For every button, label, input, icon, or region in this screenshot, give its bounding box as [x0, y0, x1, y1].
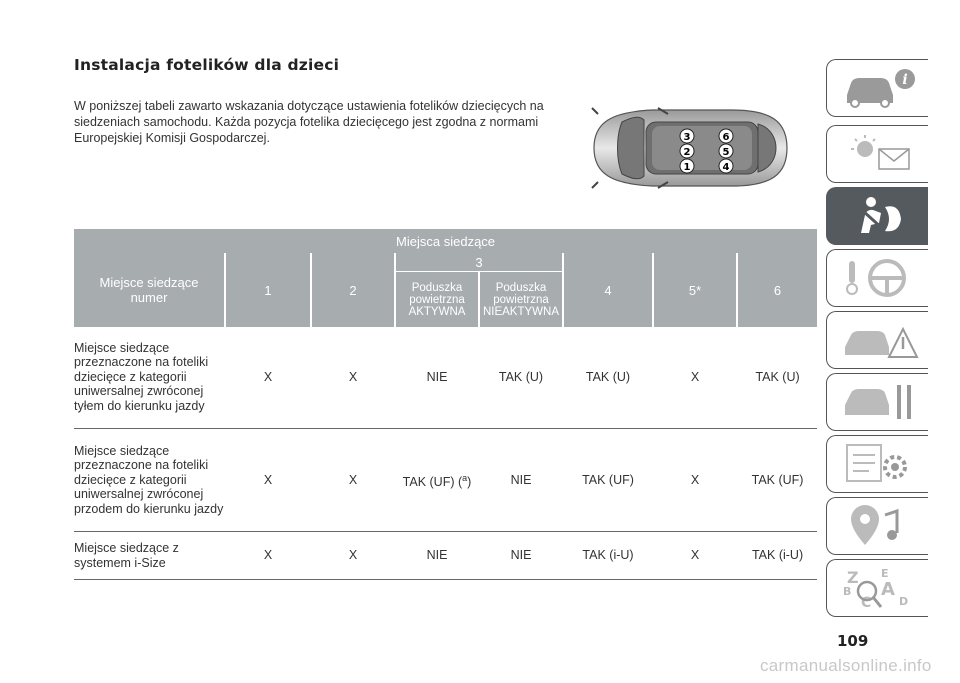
car-emergency-icon: [841, 317, 921, 363]
cell-text-end: ): [467, 474, 472, 489]
cell: X: [226, 327, 310, 429]
cell: NIE: [396, 532, 478, 580]
cell: X: [226, 532, 310, 580]
multimedia-icon: [841, 503, 921, 549]
table-row: [74, 429, 817, 532]
cell: NIE: [480, 532, 562, 580]
svg-text:E: E: [881, 567, 889, 580]
cell: NIE: [480, 429, 562, 532]
table-row: [74, 327, 817, 429]
intro-paragraph: W poniższej tabeli zawarto wskazania dotyczące ustawienia fotelików dziecięcych na siedzeniach samochodu. Każda pozycja fotelika dziecięcego jest zgodna z normami Europejskiej Komisji Gospodarczej.: [74, 99, 544, 145]
seat-number-4: 4: [722, 162, 730, 173]
child-seat-table: [74, 229, 817, 580]
cell: X: [312, 429, 394, 532]
footer-watermark: carmanualsonline.info: [760, 656, 932, 675]
svg-text:B: B: [843, 585, 852, 598]
col-header-3-airbag-inactive: Poduszka powietrzna NIEAKTYWNA: [480, 272, 562, 327]
footnote-marker: a: [462, 472, 468, 483]
col-header-5: 5*: [654, 253, 736, 327]
steering-wheel-key-icon: [841, 255, 921, 301]
row-label: Miejsce siedzące przeznaczone na foteliki dziecięce z kategorii uniwersalnej zwróconej przodem do kierunku jazdy: [74, 429, 224, 532]
sidebar-tab-emergency[interactable]: [826, 311, 928, 369]
warning-lights-icon: [841, 131, 921, 177]
row-label: Miejsce siedzące z systemem i-Size: [74, 532, 224, 580]
cell: TAK (U): [738, 327, 817, 429]
sidebar-tab-car-info[interactable]: [826, 59, 928, 117]
col-header-3: 3: [396, 253, 562, 272]
cell-text: TAK (UF) (: [402, 474, 463, 489]
cell: NIE: [396, 327, 478, 429]
sidebar-tab-maintenance[interactable]: [826, 373, 928, 431]
svg-text:D: D: [899, 595, 909, 608]
cell: X: [226, 429, 310, 532]
cell: TAK (i-U): [738, 532, 817, 580]
col-header-4: 4: [564, 253, 652, 327]
sidebar-tab-starting-driving[interactable]: [826, 249, 928, 307]
car-info-icon: [841, 65, 921, 111]
seat-number-3: 3: [683, 132, 691, 143]
cell: TAK (UF): [738, 429, 817, 532]
col-header-2: 2: [312, 253, 394, 327]
cell: X: [312, 532, 394, 580]
sidebar-tab-warning-lights[interactable]: [826, 125, 928, 183]
cell: TAK (U): [564, 327, 652, 429]
cell: X: [654, 327, 736, 429]
table-top-header: Miejsca siedzące: [74, 229, 817, 253]
row-label: Miejsce siedzące przeznaczone na foteliki dziecięce z kategorii uniwersalnej zwróconej tyłem do kierunku jazdy: [74, 327, 224, 429]
cell: TAK (U): [480, 327, 562, 429]
cell: X: [654, 429, 736, 532]
sidebar-tab-technical-data[interactable]: [826, 435, 928, 493]
safety-airbag-icon: [841, 193, 921, 239]
svg-text:i: i: [902, 72, 908, 88]
car-maintenance-icon: [841, 379, 921, 425]
seat-number-2: 2: [683, 147, 691, 158]
seat-number-1: 1: [683, 162, 691, 173]
seat-number-5: 5: [722, 147, 730, 158]
col-header-6: 6: [738, 253, 817, 327]
sidebar-tab-multimedia[interactable]: [826, 497, 928, 555]
svg-text:A: A: [881, 579, 895, 600]
cell: TAK (UF): [564, 429, 652, 532]
sidebar-tab-safety[interactable]: [826, 187, 928, 245]
col-header-3-airbag-active: Poduszka powietrzna AKTYWNA: [396, 272, 478, 327]
cell: X: [654, 532, 736, 580]
cell: [396, 429, 478, 532]
alphabetical-index-icon: [841, 565, 921, 611]
svg-text:C: C: [861, 595, 872, 611]
cell: X: [312, 327, 394, 429]
cell: TAK (i-U): [564, 532, 652, 580]
car-seat-diagram: [582, 100, 792, 196]
page-number: 109: [837, 632, 869, 650]
svg-text:Z: Z: [847, 568, 859, 587]
row-header: Miejsce siedzące numer: [74, 253, 224, 327]
sidebar-tab-index[interactable]: [826, 559, 928, 617]
technical-data-icon: [841, 441, 921, 487]
table-row: [74, 532, 817, 580]
col-header-1: 1: [226, 253, 310, 327]
page-title: Instalacja fotelików dla dzieci: [74, 56, 340, 74]
seat-number-6: 6: [722, 132, 730, 143]
